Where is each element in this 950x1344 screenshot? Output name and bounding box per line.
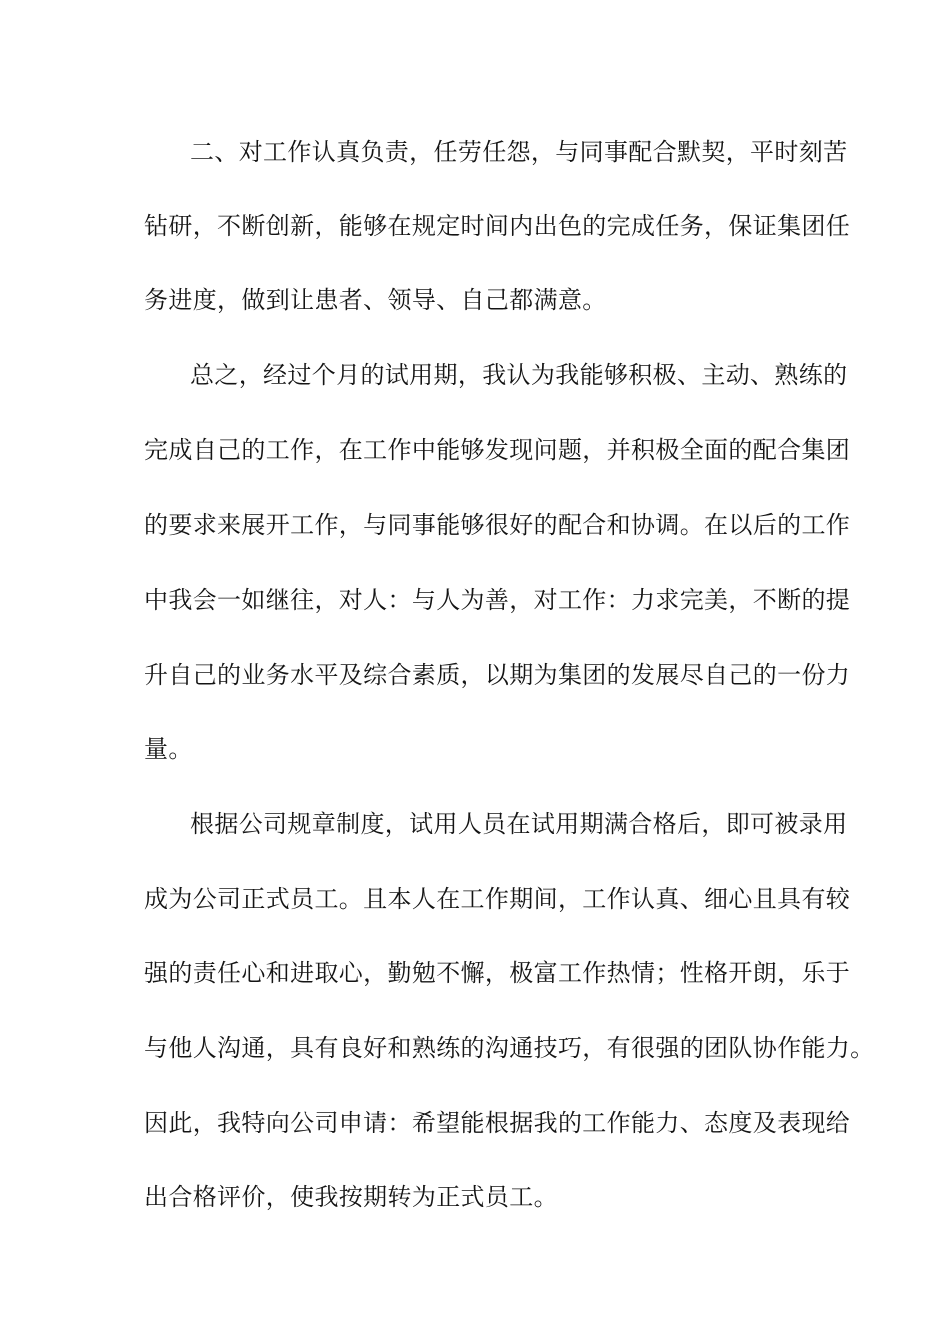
paragraph-line: 量。: [144, 735, 193, 763]
paragraph-line: 二、对工作认真负责，任劳任怨，与同事配合默契，平时刻苦: [190, 138, 848, 166]
paragraph-line: 成为公司正式员工。且本人在工作期间，工作认真、细心且具有较: [144, 885, 851, 913]
paragraph-line: 的要求来展开工作，与同事能够很好的配合和协调。在以后的工作: [144, 511, 851, 539]
paragraph-line: 总之，经过个月的试用期，我认为我能够积极、主动、熟练的: [190, 361, 848, 389]
paragraph-line: 中我会一如继往，对人：与人为善，对工作：力求完美，不断的提: [144, 586, 851, 614]
paragraph-line: 升自己的业务水平及综合素质，以期为集团的发展尽自己的一份力: [144, 661, 851, 689]
paragraph-line: 务进度，做到让患者、领导、自己都满意。: [144, 286, 607, 314]
paragraph-line: 根据公司规章制度，试用人员在试用期满合格后，即可被录用: [190, 810, 848, 838]
paragraph-line: 强的责任心和进取心，勤勉不懈，极富工作热情；性格开朗，乐于: [144, 959, 851, 987]
paragraph-line: 出合格评价，使我按期转为正式员工。: [144, 1183, 558, 1211]
paragraph-line: 钻研，不断创新，能够在规定时间内出色的完成任务，保证集团任: [144, 212, 851, 240]
paragraph-line: 完成自己的工作，在工作中能够发现问题，并积极全面的配合集团: [144, 436, 851, 464]
paragraph-line: 因此，我特向公司申请：希望能根据我的工作能力、态度及表现给: [144, 1109, 851, 1137]
paragraph-line: 与他人沟通，具有良好和熟练的沟通技巧，有很强的团队协作能力。: [144, 1034, 875, 1062]
